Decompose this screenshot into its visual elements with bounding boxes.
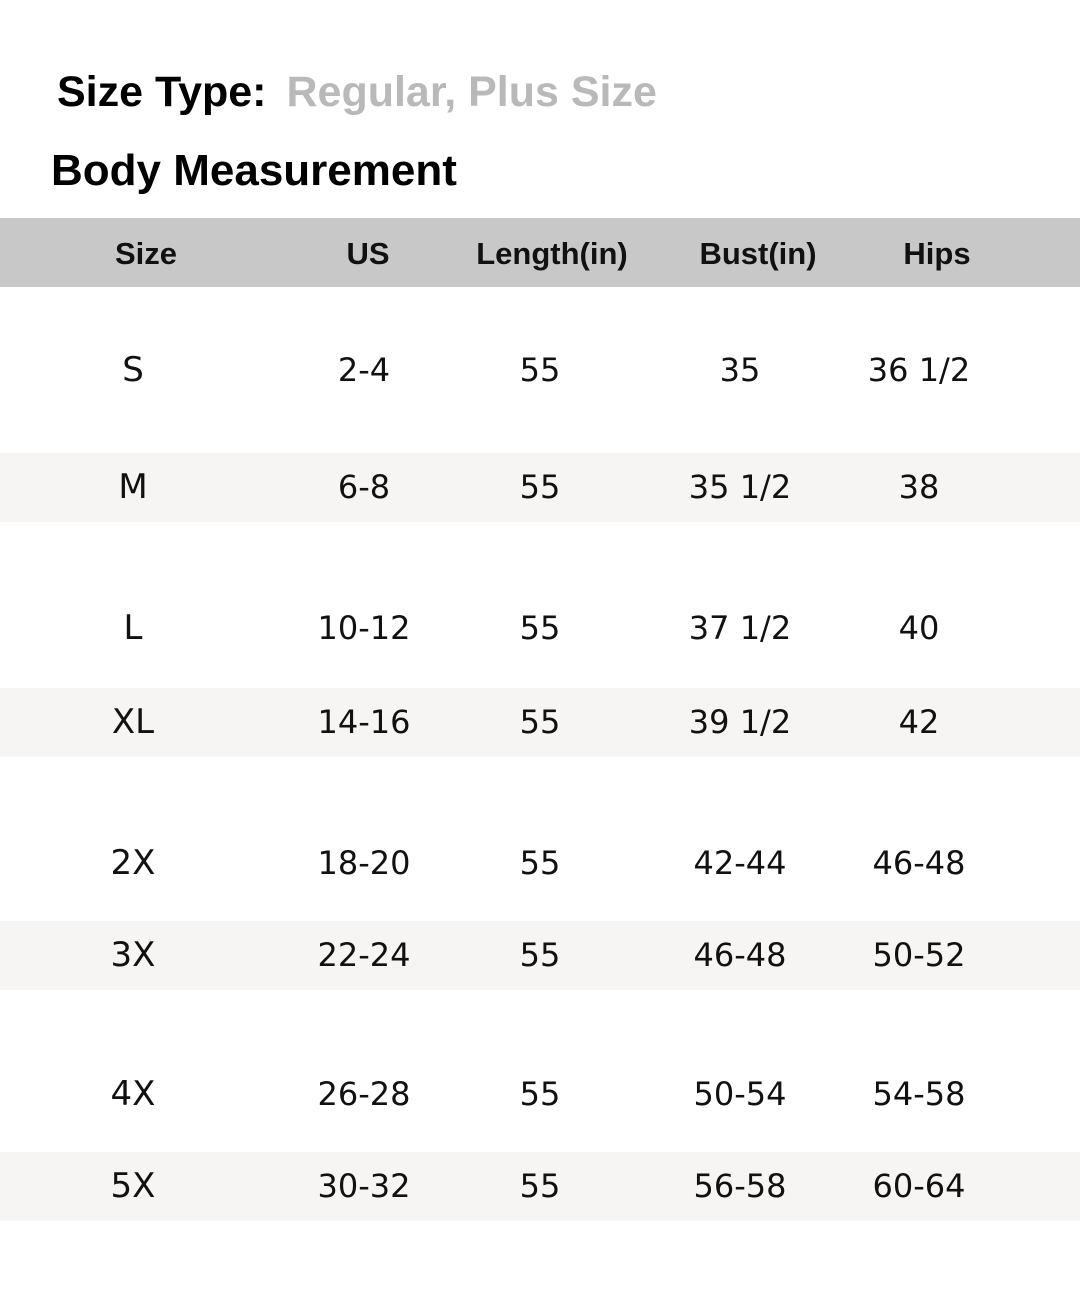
section-title: Body Measurement bbox=[51, 146, 457, 195]
table-row bbox=[0, 1152, 1080, 1221]
size-type-value: Regular, Plus Size bbox=[286, 67, 657, 116]
table-row bbox=[0, 453, 1080, 522]
cell-size: 5X bbox=[110, 1166, 156, 1206]
cell-size: L bbox=[123, 608, 143, 648]
table-row bbox=[0, 806, 1080, 920]
cell-bust: 37 1/2 bbox=[688, 609, 792, 647]
column-header-bust: Bust(in) bbox=[699, 236, 817, 271]
cell-size: M bbox=[118, 467, 148, 507]
cell-length: 55 bbox=[519, 1075, 561, 1113]
table-header bbox=[0, 218, 1080, 287]
cell-hips: 50-52 bbox=[872, 936, 966, 974]
cell-bust: 35 bbox=[719, 351, 761, 389]
column-header-size: Size bbox=[114, 236, 178, 271]
cell-hips: 60-64 bbox=[872, 1167, 966, 1205]
column-header-us: US bbox=[346, 236, 390, 271]
cell-size: 4X bbox=[110, 1074, 156, 1114]
size-type-line bbox=[57, 66, 657, 118]
cell-length: 55 bbox=[519, 468, 561, 506]
cell-us: 18-20 bbox=[317, 844, 411, 882]
cell-us: 10-12 bbox=[317, 609, 411, 647]
cell-us: 6-8 bbox=[337, 468, 391, 506]
table-row bbox=[0, 570, 1080, 686]
cell-size: XL bbox=[111, 702, 155, 742]
cell-bust: 39 1/2 bbox=[688, 703, 792, 741]
table-row bbox=[0, 921, 1080, 990]
cell-us: 26-28 bbox=[317, 1075, 411, 1113]
cell-length: 55 bbox=[519, 936, 561, 974]
cell-length: 55 bbox=[519, 703, 561, 741]
table-row bbox=[0, 1037, 1080, 1151]
cell-bust: 56-58 bbox=[693, 1167, 787, 1205]
cell-length: 55 bbox=[519, 1167, 561, 1205]
cell-hips: 54-58 bbox=[872, 1075, 966, 1113]
cell-length: 55 bbox=[519, 844, 561, 882]
cell-bust: 50-54 bbox=[693, 1075, 787, 1113]
column-header-hips: Hips bbox=[903, 236, 971, 271]
cell-bust: 35 1/2 bbox=[688, 468, 792, 506]
cell-bust: 42-44 bbox=[693, 844, 787, 882]
size-type-label: Size Type: bbox=[57, 67, 267, 116]
cell-length: 55 bbox=[519, 351, 561, 389]
cell-size: 2X bbox=[110, 843, 156, 883]
cell-hips: 36 1/2 bbox=[867, 351, 971, 389]
cell-length: 55 bbox=[519, 609, 561, 647]
cell-us: 22-24 bbox=[317, 936, 411, 974]
cell-hips: 38 bbox=[898, 468, 940, 506]
cell-us: 14-16 bbox=[317, 703, 411, 741]
cell-hips: 40 bbox=[898, 609, 940, 647]
table-row bbox=[0, 688, 1080, 757]
cell-size: S bbox=[122, 350, 144, 390]
cell-bust: 46-48 bbox=[693, 936, 787, 974]
cell-us: 30-32 bbox=[317, 1167, 411, 1205]
cell-size: 3X bbox=[110, 935, 156, 975]
cell-us: 2-4 bbox=[337, 351, 391, 389]
cell-hips: 46-48 bbox=[872, 844, 966, 882]
table-row bbox=[0, 305, 1080, 435]
column-header-length: Length(in) bbox=[476, 236, 628, 271]
cell-hips: 42 bbox=[898, 703, 940, 741]
